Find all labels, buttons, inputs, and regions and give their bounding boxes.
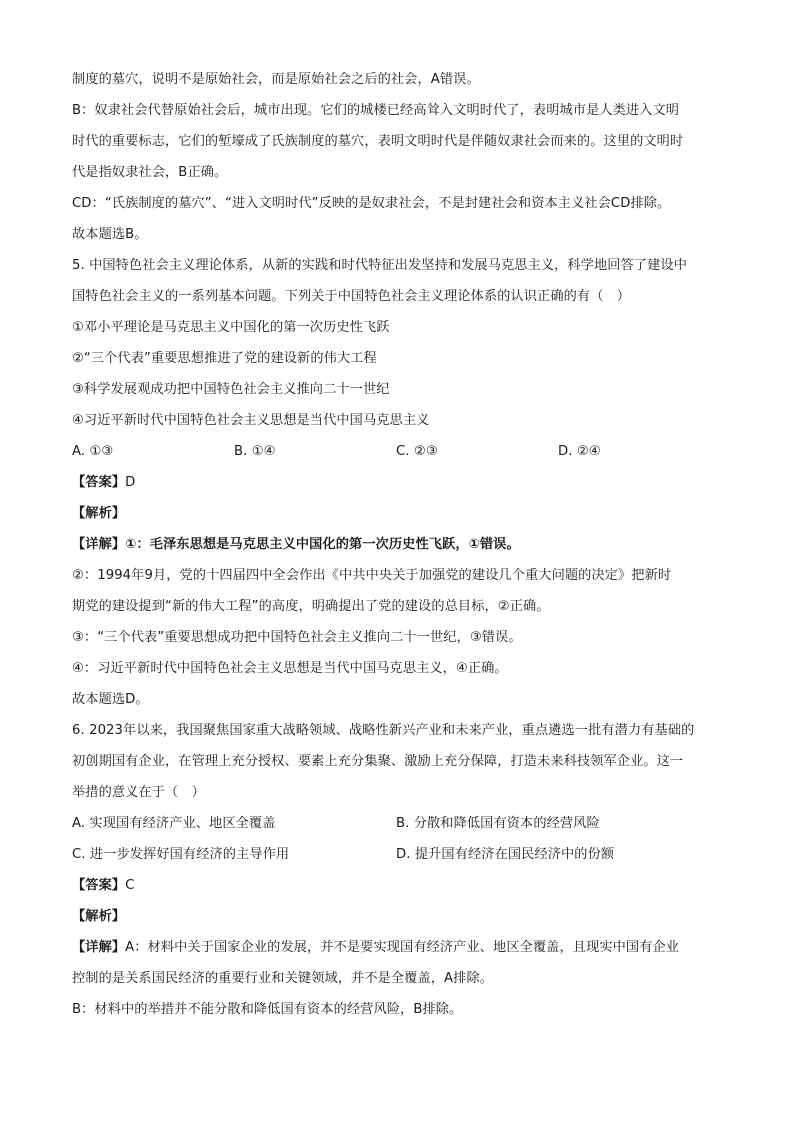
question-6-detail-line: 控制的是关系国民经济的重要行业和关键领域，并不是全覆盖，A排除。 [72,971,494,986]
question-5-statement-3: ③科学发展观成功把中国特色社会主义推向二十一世纪 [72,382,390,397]
question-5-detail-line: 期党的建设提到“新的伟大工程”的高度，明确提出了党的建设的总目标，②正确。 [72,599,550,614]
option-a: A. 实现国有经济产业、地区全覆盖 [72,816,276,831]
question-6-stem: 6. 2023年以来，我国聚焦国家重大战略领域、战略性新兴产业和未来产业，重点遴选一批有潜力有基础的 [72,723,695,738]
text-line: 制度的墓穴，说明不是原始社会，而是原始社会之后的社会，A错误。 [72,72,480,87]
option-c: C. ②③ [396,444,438,459]
question-5-answer [72,467,722,498]
question-5-analysis [72,498,722,529]
question-5-detail-line: ③：“三个代表”重要思想成功把中国特色社会主义推向二十一世纪，③错误。 [72,630,522,645]
question-6-stem: 初创期国有企业，在管理上充分授权、要素上充分集聚、激励上充分保障，打造未来科技领军企业。这一 [72,754,684,769]
question-6-options-row-2 [72,839,722,870]
option-c: C. 进一步发挥好国有经济的主导作用 [72,847,290,862]
answer-tag: 【答案】 [72,878,126,893]
question-5-detail-line: ④：习近平新时代中国特色社会主义思想是当代中国马克思主义，④正确。 [72,661,508,676]
detail-text: ①：毛泽东思想是马克思主义中国化的第一次历史性飞跃，①错误。 [125,537,520,552]
analysis-tag: 【解析】 [72,909,126,924]
detail-text: A：材料中关于国家企业的发展，并不是要实现国有经济产业、地区全覆盖，且现实中国有企业 [125,940,680,955]
answer-tag: 【答案】 [72,475,126,490]
text-line: B：奴隶社会代替原始社会后，城市出现。它们的城楼已经高耸入文明时代了，表明城市是人类进入文明 [72,103,680,118]
option-d: D. ②④ [558,444,601,459]
question-5-detail-line: ②：1994年9月，党的十四届四中全会作出《中共中央关于加强党的建设几个重大问题的决定》把新时 [72,568,672,583]
question-6-analysis [72,901,722,932]
answer-value: C [125,878,135,893]
question-5-statement-1: ①邓小平理论是马克思主义中国化的第一次历史性飞跃 [72,320,390,335]
question-6-detail-first [72,932,722,963]
question-5-options [72,436,722,467]
question-5-detail-first [72,529,722,560]
question-6-stem: 举措的意义在于（ ） [72,785,205,800]
option-b: B. 分散和降低国有资本的经营风险 [396,816,600,831]
question-5-stem: 国特色社会主义的一系列基本问题。下列关于中国特色社会主义理论体系的认识正确的有（ ） [72,289,631,304]
text-line: 故本题选B。 [72,227,148,242]
detail-tag: 【详解】 [72,940,126,955]
option-b: B. ①④ [234,444,276,459]
option-d: D. 提升国有经济在国民经济中的份额 [396,847,615,862]
question-5-statement-2: ②“三个代表”重要思想推进了党的建设新的伟大工程 [72,351,377,366]
option-a: A. ①③ [72,444,114,459]
question-5-statement-4: ④习近平新时代中国特色社会主义思想是当代中国马克思主义 [72,413,430,428]
question-6-detail-line: B：材料中的举措并不能分散和降低国有资本的经营风险，B排除。 [72,1002,463,1017]
text-line: 代是指奴隶社会，B正确。 [72,165,228,180]
question-6-options-row-1 [72,808,722,839]
document-page [72,64,722,1025]
question-5-conclusion: 故本题选D。 [72,692,149,707]
text-line: 时代的重要标志，它们的堑壕成了氏族制度的墓穴，表明文明时代是伴随奴隶社会而来的。这里的文明时 [72,134,684,149]
question-5-stem: 5. 中国特色社会主义理论体系，从新的实践和时代特征出发坚持和发展马克思主义，科学地回答了建设中 [72,258,688,273]
analysis-tag: 【解析】 [72,506,126,521]
detail-tag: 【详解】 [72,537,126,552]
question-6-answer [72,870,722,901]
answer-value: D [125,475,136,490]
text-line: CD：“氏族制度的墓穴”、“进入文明时代”反映的是奴隶社会，不是封建社会和资本主义社会CD排除。 [72,196,671,211]
